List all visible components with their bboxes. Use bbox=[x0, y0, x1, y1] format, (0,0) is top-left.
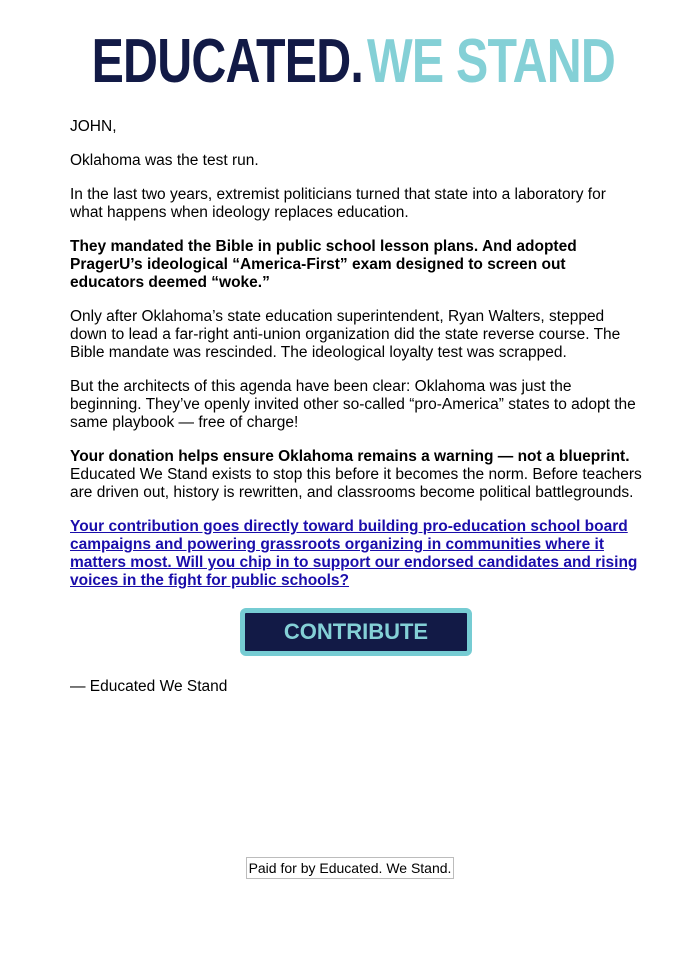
paragraph-donation bbox=[70, 448, 642, 502]
paragraph-reverse-course: Only after Oklahoma’s state education superintendent, Ryan Walters, stepped down to lead a far-right anti-union organization did the state reverse course. The Bible mandate was rescinded. The ideological loyalty test was scrapped. bbox=[70, 308, 621, 361]
contribution-link[interactable]: Your contribution goes directly toward building pro-education school board campaigns and powering grassroots organizing in communities where it matters most. Will you chip in to support our endorsed candidates and rising voices in the fight for public schools? bbox=[70, 518, 638, 589]
paragraph-contribution-link-wrap bbox=[70, 518, 642, 590]
donation-rest: Educated We Stand exists to stop this before it becomes the norm. Before teachers are driven out, history is rewritten, and classrooms become political battlegrounds. bbox=[70, 466, 642, 501]
brand-logo bbox=[0, 27, 700, 96]
paragraph-playbook: But the architects of this agenda have been clear: Oklahoma was just the beginning. They’ve openly invited other so-called “pro-America” states to adopt the same playbook — free of charge! bbox=[70, 378, 636, 431]
signoff: — Educated We Stand bbox=[70, 678, 228, 695]
paragraph-bible-mandate: They mandated the Bible in public school lesson plans. And adopted PragerU’s ideological “America-First” exam designed to screen out educators deemed “woke.” bbox=[70, 238, 577, 291]
footer bbox=[0, 857, 700, 879]
paragraph-laboratory: In the last two years, extremist politicians turned that state into a laboratory for what happens when ideology replaces education. bbox=[70, 186, 606, 221]
paid-for-disclaimer: Paid for by Educated. We Stand. bbox=[246, 857, 455, 879]
logo-text-we-stand: WE STAND bbox=[367, 27, 616, 96]
cta-container bbox=[70, 608, 642, 656]
logo-text-educated: EDUCATED. bbox=[91, 27, 364, 96]
email-body bbox=[70, 118, 642, 712]
greeting: JOHN, bbox=[70, 118, 117, 135]
paragraph-test-run: Oklahoma was the test run. bbox=[70, 152, 259, 169]
donation-emphasis: Your donation helps ensure Oklahoma remains a warning — not a blueprint. bbox=[70, 448, 630, 465]
contribute-button[interactable]: CONTRIBUTE bbox=[240, 608, 472, 656]
